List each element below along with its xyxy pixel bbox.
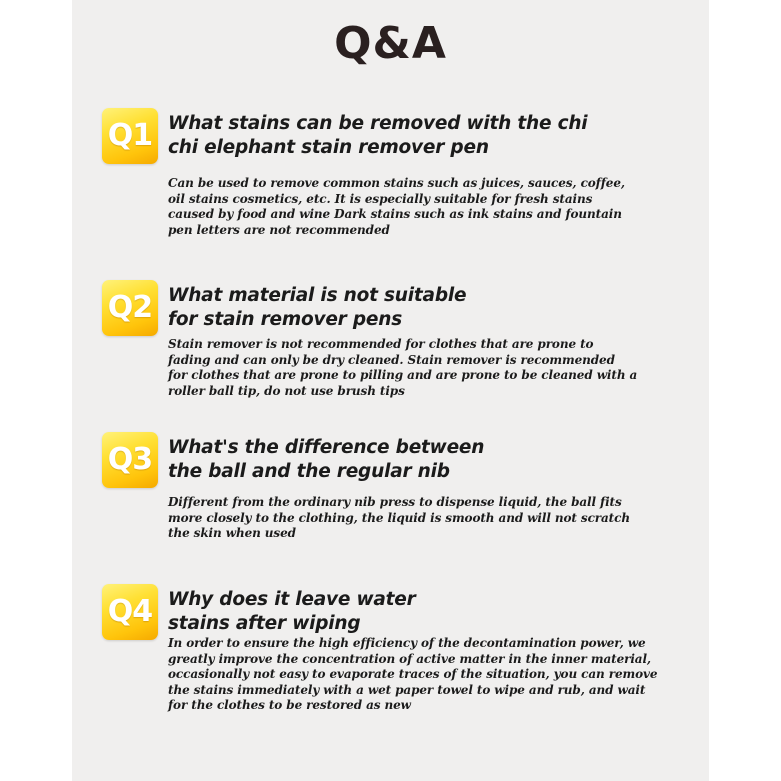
q2-answer: Stain remover is not recommended for clothes that are prone to fading and can only be dry cleaned. Stain remover is recommended for clothes that are prone to pilling and are prone to be cleaned with a roller ball tip, do not use brush tips — [168, 337, 638, 398]
q3-badge-label: Q3 — [107, 442, 153, 477]
q3-badge — [102, 432, 158, 488]
q1-badge-label: Q1 — [107, 118, 153, 153]
q4-badge — [102, 584, 158, 640]
q1-badge — [102, 108, 158, 164]
q1-answer: Can be used to remove common stains such as juices, sauces, coffee, oil stains cosmetics, etc. It is especially suitable for fresh stains caused by food and wine Dark stains such as ink stains and fountain pen letters are not recommended — [168, 176, 625, 237]
q2-question: What material is not suitable for stain remover pens — [168, 285, 467, 330]
qa-panel — [72, 0, 709, 781]
q2-badge-label: Q2 — [107, 290, 153, 325]
q1-question: What stains can be removed with the chi chi elephant stain remover pen — [168, 113, 588, 158]
q3-answer: Different from the ordinary nib press to dispense liquid, the ball fits more closely to the clothing, the liquid is smooth and will not scratch the skin when used — [168, 495, 630, 540]
q4-question: Why does it leave water stains after wiping — [168, 589, 416, 634]
q2-badge — [102, 280, 158, 336]
q3-question: What's the difference between the ball and the regular nib — [168, 437, 485, 482]
q4-badge-label: Q4 — [107, 594, 153, 629]
page-title: Q&A — [334, 18, 447, 69]
q4-answer: In order to ensure the high efficiency of the decontamination power, we greatly improve the concentration of active matter in the inner material, occasionally not easy to evaporate traces of the situation, you can remove the stains immediately with a wet paper towel to wipe and rub, and wait for the clothes to be restored as new — [168, 636, 658, 712]
